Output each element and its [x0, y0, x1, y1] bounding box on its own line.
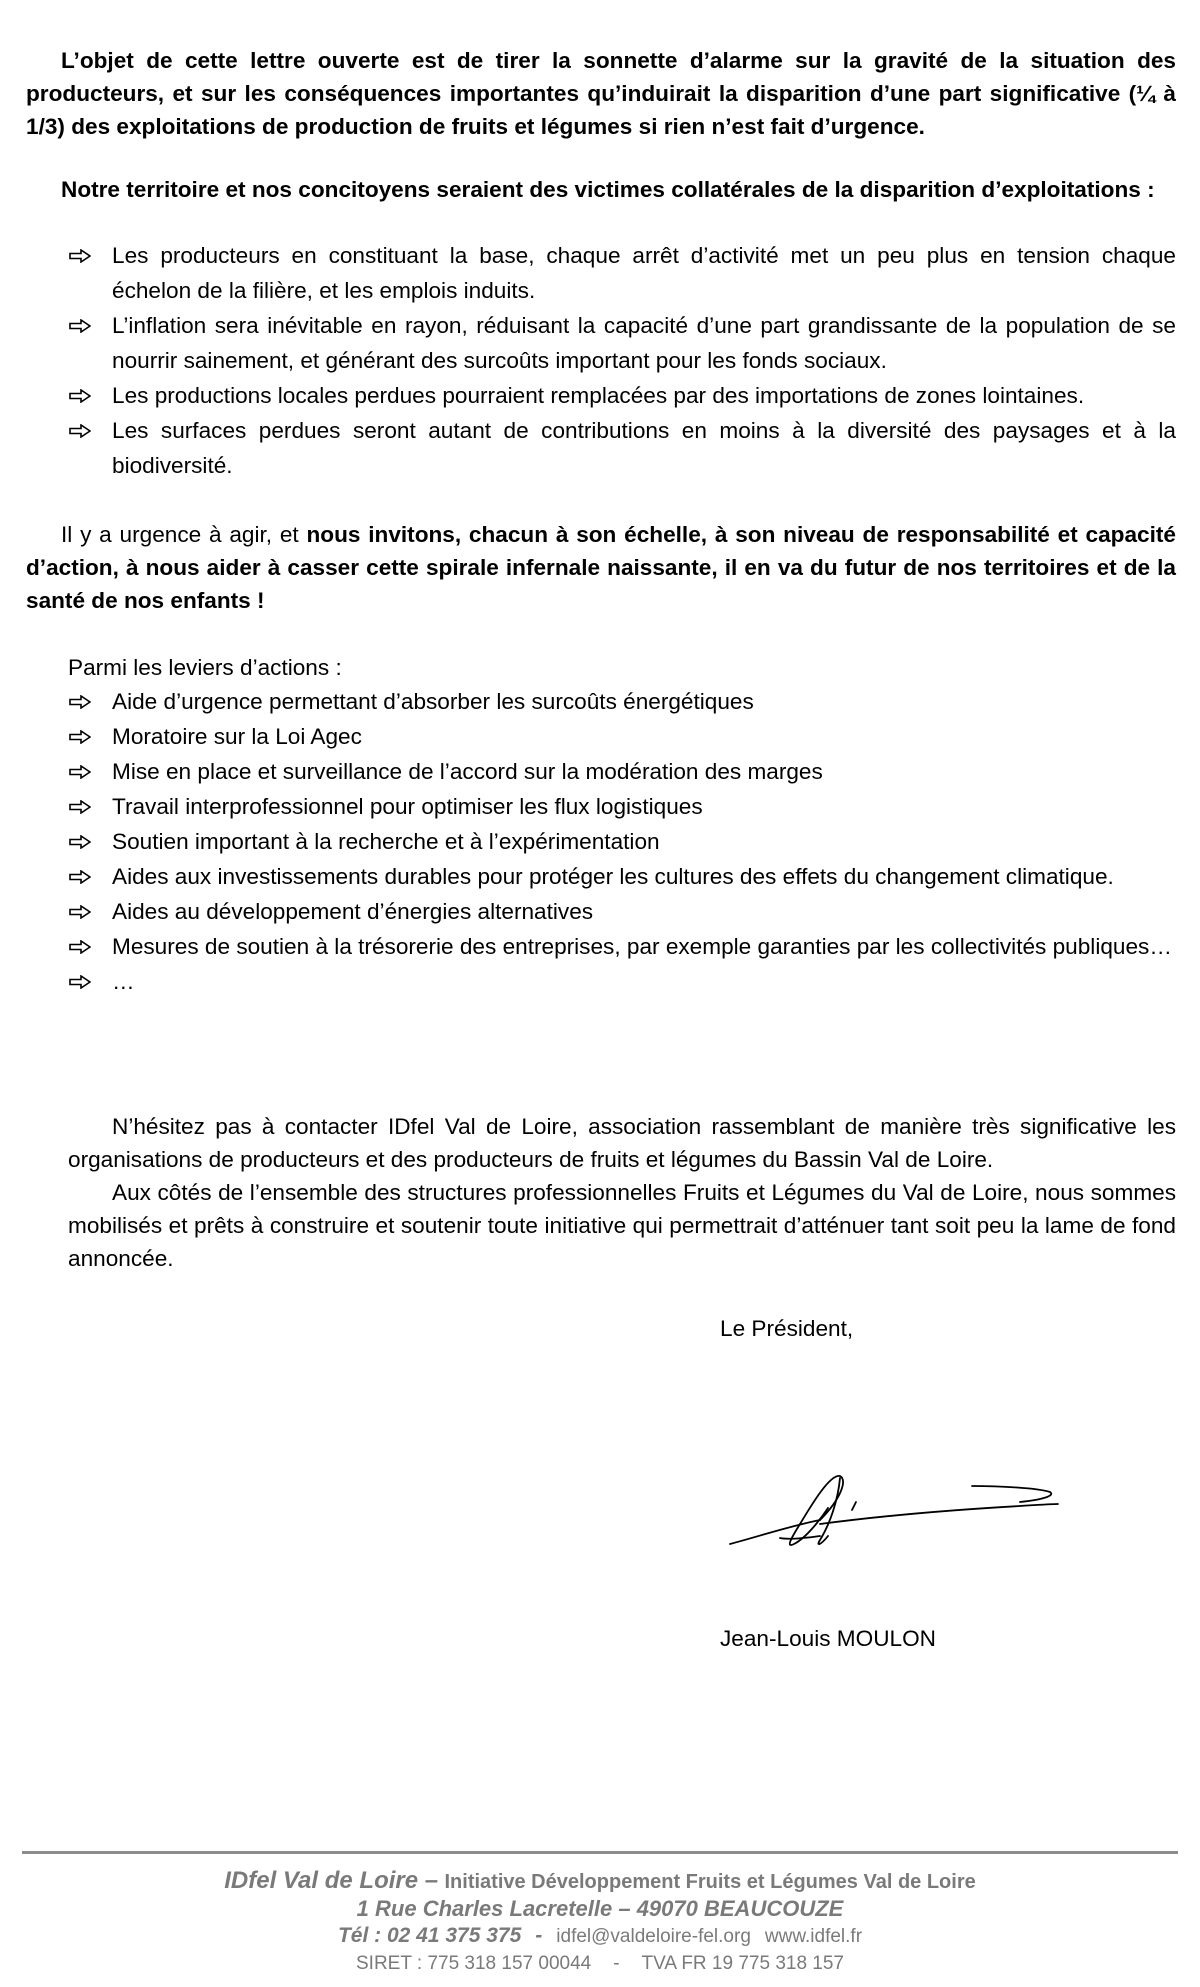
list-item	[26, 894, 1176, 929]
footer-phone: Tél : 02 41 375 375	[337, 1924, 522, 1947]
intro-paragraph: L’objet de cette lettre ouverte est de tirer la sonnette d’alarme sur la gravité de la situation des producteurs, et sur les conséquences importantes qu’induirait la disparition d’une part significative (¼ à 1/3) des exploitations de production de fruits et légumes si rien n’est fait d’urgence.	[26, 48, 1176, 139]
list-item-text: L’inflation sera inévitable en rayon, réduisant la capacité d’une part grandissante de la population de se nourrir sainement, et générant des surcoûts important pour les fonds sociaux.	[112, 313, 1176, 373]
closing-paragraph-2: Aux côtés de l’ensemble des structures professionnelles Fruits et Légumes du Val de Loire, nous sommes mobilisés et prêts à construire et soutenir toute initiative qui permettrait d’atténuer tant soit peu la lame de fond annoncée.	[68, 1180, 1176, 1271]
list-item	[26, 719, 1176, 754]
footer-registry-line	[0, 1951, 1200, 1977]
footer-registry-separator: -	[613, 1953, 620, 1974]
footer-org-name: IDfel Val de Loire –	[224, 1867, 439, 1894]
list-item	[26, 754, 1176, 789]
outline-right-arrow-icon	[68, 754, 92, 789]
outline-right-arrow-icon	[68, 859, 92, 894]
list-item	[26, 929, 1176, 964]
footer-org-line	[0, 1866, 1200, 1896]
outline-right-arrow-icon	[68, 789, 92, 824]
consequences-heading: Notre territoire et nos concitoyens seraient des victimes collatérales de la disparition d’exploitations :	[61, 177, 1155, 202]
list-item	[26, 684, 1176, 719]
footer-separator: -	[535, 1924, 543, 1947]
urgency-lead: Il y a urgence à agir, et	[61, 522, 307, 547]
outline-right-arrow-icon	[68, 238, 92, 273]
signature-name: Jean-Louis MOULON	[720, 1626, 936, 1651]
list-item-text: Aides au développement d’énergies alternatives	[112, 899, 594, 924]
list-item	[26, 964, 1176, 999]
list-item	[26, 859, 1176, 894]
list-item-text: Aides aux investissements durables pour protéger les cultures des effets du changement climatique.	[112, 864, 1114, 889]
list-item-text: Les productions locales perdues pourraient remplacées par des importations de zones lointaines.	[112, 383, 1085, 408]
outline-right-arrow-icon	[68, 964, 92, 999]
outline-right-arrow-icon	[68, 719, 92, 754]
list-item-text: Les surfaces perdues seront autant de contributions en moins à la diversité des paysages et à la biodiversité.	[112, 418, 1176, 478]
list-item	[26, 378, 1176, 413]
urgency-bold: nous invitons, chacun à son échelle, à son niveau de responsabilité et capacité d’action, à nous aider à casser cette spirale infernale naissante, il en va du futur de nos territoires et de la santé de nos enfants !	[26, 522, 1176, 613]
outline-right-arrow-icon	[68, 929, 92, 964]
outline-right-arrow-icon	[68, 308, 92, 343]
footer-divider	[22, 1851, 1178, 1854]
outline-right-arrow-icon	[68, 824, 92, 859]
list-item-text: Travail interprofessionnel pour optimiser les flux logistiques	[112, 794, 703, 819]
footer-vat: TVA FR 19 775 318 157	[641, 1953, 844, 1974]
footer-contact-line	[0, 1922, 1200, 1951]
list-item-text: Aide d’urgence permettant d’absorber les surcoûts énergétiques	[112, 689, 754, 714]
list-item-text: Moratoire sur la Loi Agec	[112, 724, 362, 749]
handwritten-signature	[720, 1440, 1080, 1570]
consequences-list	[26, 238, 1176, 483]
list-item-text: Soutien important à la recherche et à l’expérimentation	[112, 829, 660, 854]
footer-org-description: Initiative Développement Fruits et Légumes Val de Loire	[444, 1871, 976, 1893]
signature-title: Le Président,	[720, 1316, 854, 1341]
outline-right-arrow-icon	[68, 413, 92, 448]
list-item-text: …	[112, 969, 135, 994]
footer-siret: SIRET : 775 318 157 00044	[356, 1953, 592, 1974]
levers-list	[26, 684, 1176, 999]
list-item	[26, 413, 1176, 483]
list-item-text: Mesures de soutien à la trésorerie des entreprises, par exemple garanties par les collectivités publiques…	[112, 934, 1172, 959]
outline-right-arrow-icon	[68, 894, 92, 929]
list-item-text: Les producteurs en constituant la base, chaque arrêt d’activité met un peu plus en tension chaque échelon de la filière, et les emplois induits.	[112, 243, 1176, 303]
urgency-paragraph	[26, 518, 1176, 617]
list-item	[26, 238, 1176, 308]
footer-email[interactable]: idfel@valdeloire-fel.org	[556, 1926, 751, 1947]
list-item	[26, 824, 1176, 859]
outline-right-arrow-icon	[68, 378, 92, 413]
footer-website[interactable]: www.idfel.fr	[764, 1926, 863, 1947]
closing-paragraph-1: N’hésitez pas à contacter IDfel Val de Loire, association rassemblant de manière très significative les organisations de producteurs et des producteurs de fruits et légumes du Bassin Val de Loire.	[68, 1114, 1176, 1172]
list-item	[26, 789, 1176, 824]
list-item-text: Mise en place et surveillance de l’accord sur la modération des marges	[112, 759, 823, 784]
list-item	[26, 308, 1176, 378]
levers-heading: Parmi les leviers d’actions :	[68, 655, 342, 680]
outline-right-arrow-icon	[68, 684, 92, 719]
footer-address: 1 Rue Charles Lacretelle – 49070 BEAUCOUZE	[356, 1896, 844, 1921]
